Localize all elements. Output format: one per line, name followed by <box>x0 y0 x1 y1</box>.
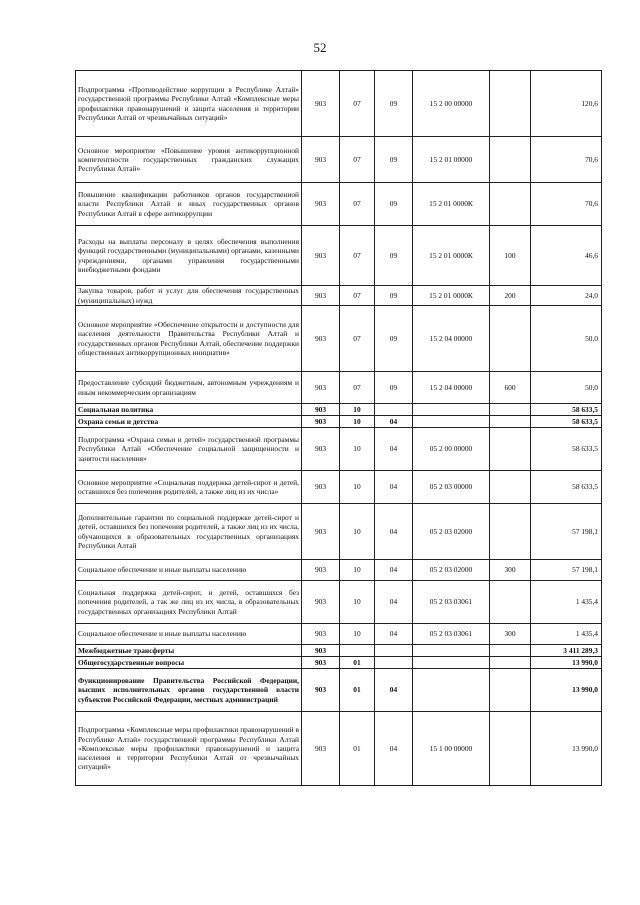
target-article-code-cell: 15 2 00 00000 <box>413 71 490 137</box>
expense-type-code-cell <box>490 416 531 428</box>
expense-type-code-cell: 300 <box>490 624 531 645</box>
expense-type-code-cell: 200 <box>490 286 531 306</box>
amount-cell: 57 198,1 <box>531 560 602 581</box>
amount-cell: 24,0 <box>531 286 602 306</box>
table-row <box>76 183 602 226</box>
row-name-cell: Межбюджетные трансферты <box>76 645 302 657</box>
section-code-cell: 07 <box>340 286 375 306</box>
expense-type-code-cell <box>490 645 531 657</box>
subsection-code-cell: 09 <box>375 137 413 183</box>
subsection-code-cell: 09 <box>375 372 413 404</box>
subsection-code-cell: 04 <box>375 428 413 471</box>
expense-type-code-cell <box>490 428 531 471</box>
table-row <box>76 669 602 712</box>
expense-type-code-cell: 300 <box>490 560 531 581</box>
row-name-cell: Социальное обеспечение и иные выплаты населению <box>76 624 302 645</box>
section-code-cell: 10 <box>340 471 375 504</box>
amount-cell: 1 435,4 <box>531 624 602 645</box>
section-code-cell: 07 <box>340 137 375 183</box>
table-row <box>76 471 602 504</box>
section-code-cell: 01 <box>340 669 375 712</box>
row-name-cell: Социальное обеспечение и иные выплаты населению <box>76 560 302 581</box>
subsection-code-cell: 04 <box>375 504 413 560</box>
section-code-cell <box>340 645 375 657</box>
amount-cell: 58 633,5 <box>531 404 602 416</box>
row-name-cell: Основное мероприятие «Обеспечение открытости и доступности для населения деятельности Правительства Республики Алтай и государственных органов Республики Алтай, обеспечение поддержки общественных антикоррупционных инициатив» <box>76 306 302 372</box>
subsection-code-cell: 04 <box>375 560 413 581</box>
expense-type-code-cell <box>490 71 531 137</box>
target-article-code-cell <box>413 657 490 669</box>
expense-type-code-cell <box>490 137 531 183</box>
ministry-code-cell: 903 <box>302 712 340 786</box>
row-name-cell: Подпрограмма «Комплексные меры профилактики правонарушений в Республике Алтай» государственной программы Республики Алтай «Комплексные меры профилактики правонарушений и защита населения и территории Республики Алтай от чрезвычайных ситуаций» <box>76 712 302 786</box>
amount-cell: 70,6 <box>531 183 602 226</box>
amount-cell: 120,6 <box>531 71 602 137</box>
table-row <box>76 428 602 471</box>
expense-type-code-cell <box>490 471 531 504</box>
ministry-code-cell: 903 <box>302 71 340 137</box>
expense-type-code-cell <box>490 657 531 669</box>
row-name-cell: Повышение квалификации работников органов государственной власти Республики Алтай и иных государственных органов Республики Алтай в сфере антикоррупции <box>76 183 302 226</box>
expense-type-code-cell <box>490 581 531 624</box>
row-name-cell: Предоставление субсидий бюджетным, автономным учреждениям и иным некоммерческим организациям <box>76 372 302 404</box>
expense-type-code-cell <box>490 404 531 416</box>
subsection-code-cell <box>375 404 413 416</box>
ministry-code-cell: 903 <box>302 137 340 183</box>
section-code-cell: 10 <box>340 504 375 560</box>
section-code-cell: 10 <box>340 404 375 416</box>
target-article-code-cell: 15 2 04 00000 <box>413 306 490 372</box>
row-name-cell: Основное мероприятие «Повышение уровня антикоррупционной компетентности государственных гражданских служащих Республики Алтай» <box>76 137 302 183</box>
section-code-cell: 01 <box>340 712 375 786</box>
target-article-code-cell: 15 2 01 0000К <box>413 183 490 226</box>
subsection-code-cell: 04 <box>375 624 413 645</box>
amount-cell: 50,0 <box>531 306 602 372</box>
subsection-code-cell: 04 <box>375 581 413 624</box>
subsection-code-cell <box>375 645 413 657</box>
table-row <box>76 372 602 404</box>
section-code-cell: 10 <box>340 560 375 581</box>
amount-cell: 50,0 <box>531 372 602 404</box>
table-row <box>76 226 602 286</box>
table-row <box>76 560 602 581</box>
amount-cell: 58 633,5 <box>531 416 602 428</box>
ministry-code-cell: 903 <box>302 226 340 286</box>
row-name-cell: Подпрограмма «Охрана семьи и детей» государственной программы Республики Алтай «Обеспечение социальной защищенности и занятости населения» <box>76 428 302 471</box>
ministry-code-cell: 903 <box>302 624 340 645</box>
table-row <box>76 137 602 183</box>
row-name-cell: Закупка товаров, работ и услуг для обеспечения государственных (муниципальных) нужд <box>76 286 302 306</box>
row-name-cell: Расходы на выплаты персоналу в целях обеспечения выполнения функций государственными (муниципальными) органами, казенными учреждениями, органами управления государственными внебюджетными фондами <box>76 226 302 286</box>
target-article-code-cell: 05 2 00 00000 <box>413 428 490 471</box>
target-article-code-cell: 15 2 01 00000 <box>413 137 490 183</box>
amount-cell: 57 198,1 <box>531 504 602 560</box>
table-row <box>76 504 602 560</box>
section-code-cell: 07 <box>340 71 375 137</box>
budget-table-body <box>76 71 602 786</box>
row-name-cell: Дополнительные гарантии по социальной поддержке детей-сирот и детей, оставшихся без попечения родителей, а также лиц из их числа, обучающихся в образовательных государственных организациях Республики Алтай <box>76 504 302 560</box>
amount-cell: 3 411 289,3 <box>531 645 602 657</box>
ministry-code-cell: 903 <box>302 504 340 560</box>
target-article-code-cell: 05 2 03 03061 <box>413 581 490 624</box>
subsection-code-cell: 04 <box>375 471 413 504</box>
ministry-code-cell: 903 <box>302 669 340 712</box>
target-article-code-cell <box>413 404 490 416</box>
amount-cell: 13 990,0 <box>531 712 602 786</box>
table-row <box>76 712 602 786</box>
row-name-cell: Социальная политика <box>76 404 302 416</box>
row-name-cell: Основное мероприятие «Социальная поддержка детей-сирот и детей, оставшихся без попечения родителей, а также лиц из их числа» <box>76 471 302 504</box>
subsection-code-cell: 04 <box>375 416 413 428</box>
section-code-cell: 10 <box>340 416 375 428</box>
target-article-code-cell: 05 2 03 02000 <box>413 560 490 581</box>
target-article-code-cell: 15 2 04 00000 <box>413 372 490 404</box>
subsection-code-cell: 09 <box>375 306 413 372</box>
ministry-code-cell: 903 <box>302 428 340 471</box>
target-article-code-cell: 05 2 03 03061 <box>413 624 490 645</box>
ministry-code-cell: 903 <box>302 645 340 657</box>
target-article-code-cell: 15 1 00 00000 <box>413 712 490 786</box>
expense-type-code-cell <box>490 669 531 712</box>
ministry-code-cell: 903 <box>302 581 340 624</box>
table-row <box>76 624 602 645</box>
ministry-code-cell: 903 <box>302 416 340 428</box>
expense-type-code-cell <box>490 306 531 372</box>
amount-cell: 46,6 <box>531 226 602 286</box>
table-row <box>76 306 602 372</box>
budget-table <box>75 70 602 786</box>
table-row <box>76 71 602 137</box>
table-row <box>76 416 602 428</box>
target-article-code-cell <box>413 645 490 657</box>
section-code-cell: 10 <box>340 581 375 624</box>
subsection-code-cell: 04 <box>375 669 413 712</box>
ministry-code-cell: 903 <box>302 286 340 306</box>
table-row <box>76 404 602 416</box>
section-code-cell: 01 <box>340 657 375 669</box>
section-code-cell: 07 <box>340 372 375 404</box>
subsection-code-cell: 04 <box>375 712 413 786</box>
page-number: 52 <box>313 40 327 55</box>
subsection-code-cell <box>375 657 413 669</box>
section-code-cell: 10 <box>340 428 375 471</box>
table-row <box>76 657 602 669</box>
target-article-code-cell: 05 2 03 00000 <box>413 471 490 504</box>
amount-cell: 58 633,5 <box>531 471 602 504</box>
row-name-cell: Подпрограмма «Противодействие коррупции в Республике Алтай» государственной программы Республики Алтай «Комплексные меры профилактики правонарушений и защита населения и территории Республики Алтай от чрезвычайных ситуаций» <box>76 71 302 137</box>
section-code-cell: 07 <box>340 226 375 286</box>
section-code-cell: 07 <box>340 183 375 226</box>
amount-cell: 1 435,4 <box>531 581 602 624</box>
table-row <box>76 645 602 657</box>
target-article-code-cell: 15 2 01 0000К <box>413 226 490 286</box>
target-article-code-cell <box>413 669 490 712</box>
ministry-code-cell: 903 <box>302 560 340 581</box>
target-article-code-cell <box>413 416 490 428</box>
expense-type-code-cell: 100 <box>490 226 531 286</box>
ministry-code-cell: 903 <box>302 404 340 416</box>
subsection-code-cell: 09 <box>375 71 413 137</box>
row-name-cell: Социальная поддержка детей-сирот, и детей, оставшихся без попечения родителей, а так же лиц из их числа, в образовательных государственных организациях Республики Алтай <box>76 581 302 624</box>
subsection-code-cell: 09 <box>375 183 413 226</box>
table-row <box>76 581 602 624</box>
section-code-cell: 10 <box>340 624 375 645</box>
target-article-code-cell: 15 2 01 0000К <box>413 286 490 306</box>
amount-cell: 70,6 <box>531 137 602 183</box>
row-name-cell: Общегосударственные вопросы <box>76 657 302 669</box>
expense-type-code-cell <box>490 183 531 226</box>
target-article-code-cell: 05 2 03 02000 <box>413 504 490 560</box>
amount-cell: 13 990,0 <box>531 669 602 712</box>
ministry-code-cell: 903 <box>302 306 340 372</box>
ministry-code-cell: 903 <box>302 183 340 226</box>
table-row <box>76 286 602 306</box>
ministry-code-cell: 903 <box>302 657 340 669</box>
ministry-code-cell: 903 <box>302 372 340 404</box>
amount-cell: 58 633,5 <box>531 428 602 471</box>
subsection-code-cell: 09 <box>375 286 413 306</box>
row-name-cell: Охрана семьи и детства <box>76 416 302 428</box>
ministry-code-cell: 903 <box>302 471 340 504</box>
expense-type-code-cell <box>490 712 531 786</box>
section-code-cell: 07 <box>340 306 375 372</box>
amount-cell: 13 990,0 <box>531 657 602 669</box>
subsection-code-cell: 09 <box>375 226 413 286</box>
expense-type-code-cell: 600 <box>490 372 531 404</box>
expense-type-code-cell <box>490 504 531 560</box>
row-name-cell: Функционирование Правительства Российской Федерации, высших исполнительных органов государственной власти субъектов Российской Федерации, местных администраций <box>76 669 302 712</box>
